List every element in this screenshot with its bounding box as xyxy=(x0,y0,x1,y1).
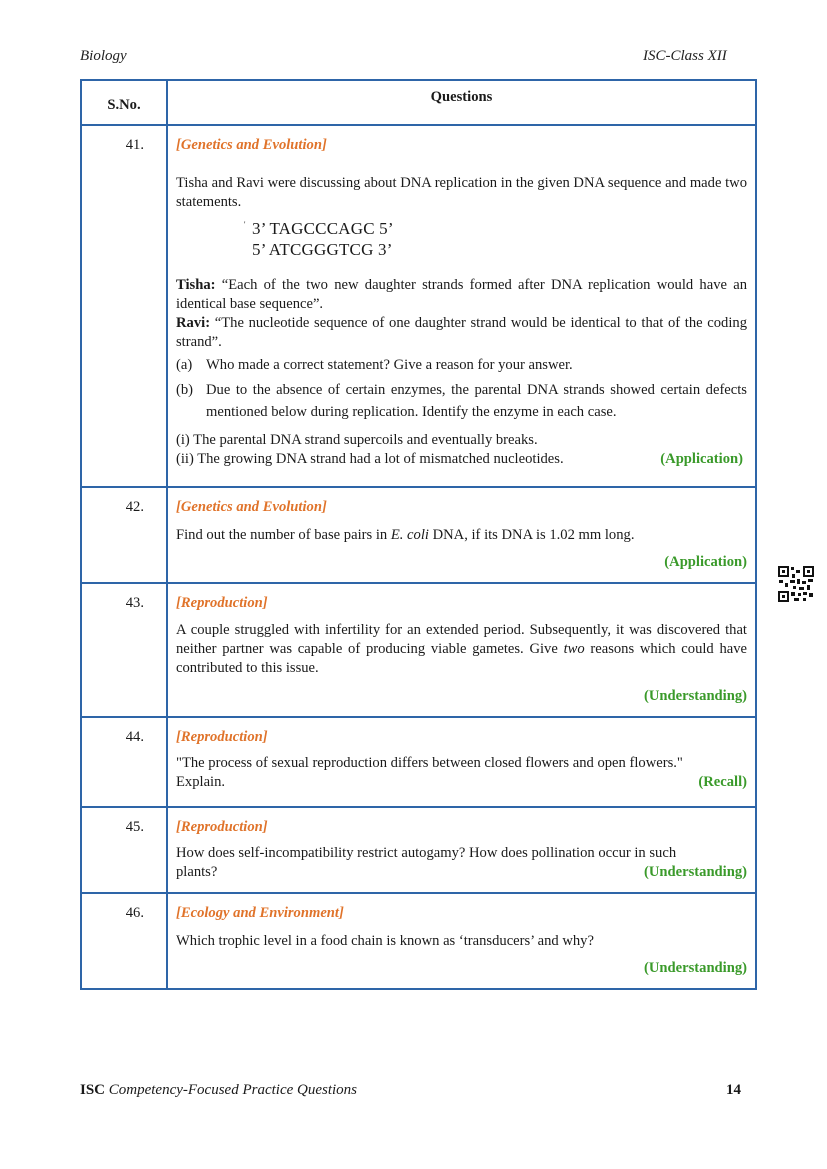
topic-label: [Reproduction] xyxy=(176,819,268,835)
running-header-class: ISC-Class XII xyxy=(643,48,727,64)
question-number: 46. xyxy=(81,893,167,989)
emphasis: two xyxy=(563,641,585,657)
topic-label: [Reproduction] xyxy=(176,595,268,611)
question-number: 41. xyxy=(81,125,167,487)
column-header-questions: Questions xyxy=(167,80,756,125)
option-label: (a) xyxy=(176,357,193,373)
table-header-row xyxy=(81,80,756,125)
footer-title: ISC Competency-Focused Practice Questions xyxy=(80,1082,358,1098)
sub-question-a xyxy=(176,356,747,375)
question-text: Which trophic level in a food chain is known as ‘transducers’ and why? xyxy=(176,933,594,949)
question-number: 45. xyxy=(81,807,167,893)
ravi-statement xyxy=(176,314,747,352)
question-content xyxy=(167,583,756,717)
option-text: Who made a correct statement? Give a reason for your answer. xyxy=(206,357,573,373)
cognitive-level: (Recall) xyxy=(698,774,747,790)
qr-code-icon xyxy=(777,565,815,603)
questions-table xyxy=(80,79,757,990)
stray-mark: ' xyxy=(244,220,246,229)
question-content xyxy=(167,893,756,989)
topic-label: [Genetics and Evolution] xyxy=(176,137,327,153)
topic-label: [Genetics and Evolution] xyxy=(176,499,327,515)
question-content xyxy=(167,487,756,583)
case-i: (i) The parental DNA strand supercoils and eventually breaks. xyxy=(176,432,538,448)
question-text: Find out the number of base pairs in E. coli DNA, if its DNA is 1.02 mm long. xyxy=(176,527,635,543)
case-ii: (ii) The growing DNA strand had a lot of mismatched nucleotides. xyxy=(176,451,564,467)
question-line-1: How does self-incompatibility restrict autogamy? How does pollination occur in such xyxy=(176,845,677,861)
running-header-subject: Biology xyxy=(80,48,127,64)
question-number: 44. xyxy=(81,717,167,807)
dna-sequence xyxy=(244,218,747,260)
question-text: A couple struggled with infertility for an extended period. Subsequently, it was discovered that neither partner was capable of producing viable gametes. Give two reasons which could have contributed to this issue. xyxy=(176,622,748,676)
topic-label: [Ecology and Environment] xyxy=(176,905,344,921)
question-row-41 xyxy=(81,125,756,487)
tisha-statement xyxy=(176,276,747,314)
question-line-2-row xyxy=(176,863,747,882)
question-number: 43. xyxy=(81,583,167,717)
speaker-label: Ravi: xyxy=(176,315,211,331)
question-line-2-row xyxy=(176,773,747,792)
question-line-1: "The process of sexual reproduction differs between closed flowers and open flowers." xyxy=(176,755,683,771)
statement-text: “The nucleotide sequence of one daughter strand would be identical to that of the coding strand”. xyxy=(176,315,747,350)
option-label: (b) xyxy=(176,382,194,398)
question-row-43 xyxy=(81,583,756,717)
case-ii-row xyxy=(176,450,747,469)
question-row-45 xyxy=(81,807,756,893)
cognitive-level: (Understanding) xyxy=(644,864,747,880)
question-number: 42. xyxy=(81,487,167,583)
question-line-2: plants? xyxy=(176,864,218,880)
page-number: 14 xyxy=(726,1082,741,1098)
sub-question-b xyxy=(176,379,747,423)
species-name: E. coli xyxy=(390,527,429,543)
speaker-label: Tisha: xyxy=(176,277,216,293)
cognitive-level: (Application) xyxy=(664,554,747,570)
question-line-2: Explain. xyxy=(176,774,226,790)
question-content xyxy=(167,717,756,807)
statement-text: “Each of the two new daughter strands formed after DNA replication would have an identical base sequence”. xyxy=(176,277,747,312)
dna-strand-1: 3’ TAGCCCAGC 5’ xyxy=(252,219,394,238)
question-row-42 xyxy=(81,487,756,583)
cognitive-level: (Understanding) xyxy=(644,688,747,704)
cognitive-level: (Understanding) xyxy=(644,960,747,976)
question-row-46 xyxy=(81,893,756,989)
option-text: Due to the absence of certain enzymes, the parental DNA strands showed certain defects mentioned below during replication. Identify the enzyme in each case. xyxy=(206,382,747,420)
topic-label: [Reproduction] xyxy=(176,729,268,745)
question-row-44 xyxy=(81,717,756,807)
question-content xyxy=(167,807,756,893)
question-intro: Tisha and Ravi were discussing about DNA replication in the given DNA sequence and made two statements. xyxy=(176,175,747,210)
column-header-sno: S.No. xyxy=(81,80,167,125)
dna-strand-2: 5’ ATCGGGTCG 3’ xyxy=(252,240,393,259)
question-content xyxy=(167,125,756,487)
cognitive-level: (Application) xyxy=(660,451,743,467)
